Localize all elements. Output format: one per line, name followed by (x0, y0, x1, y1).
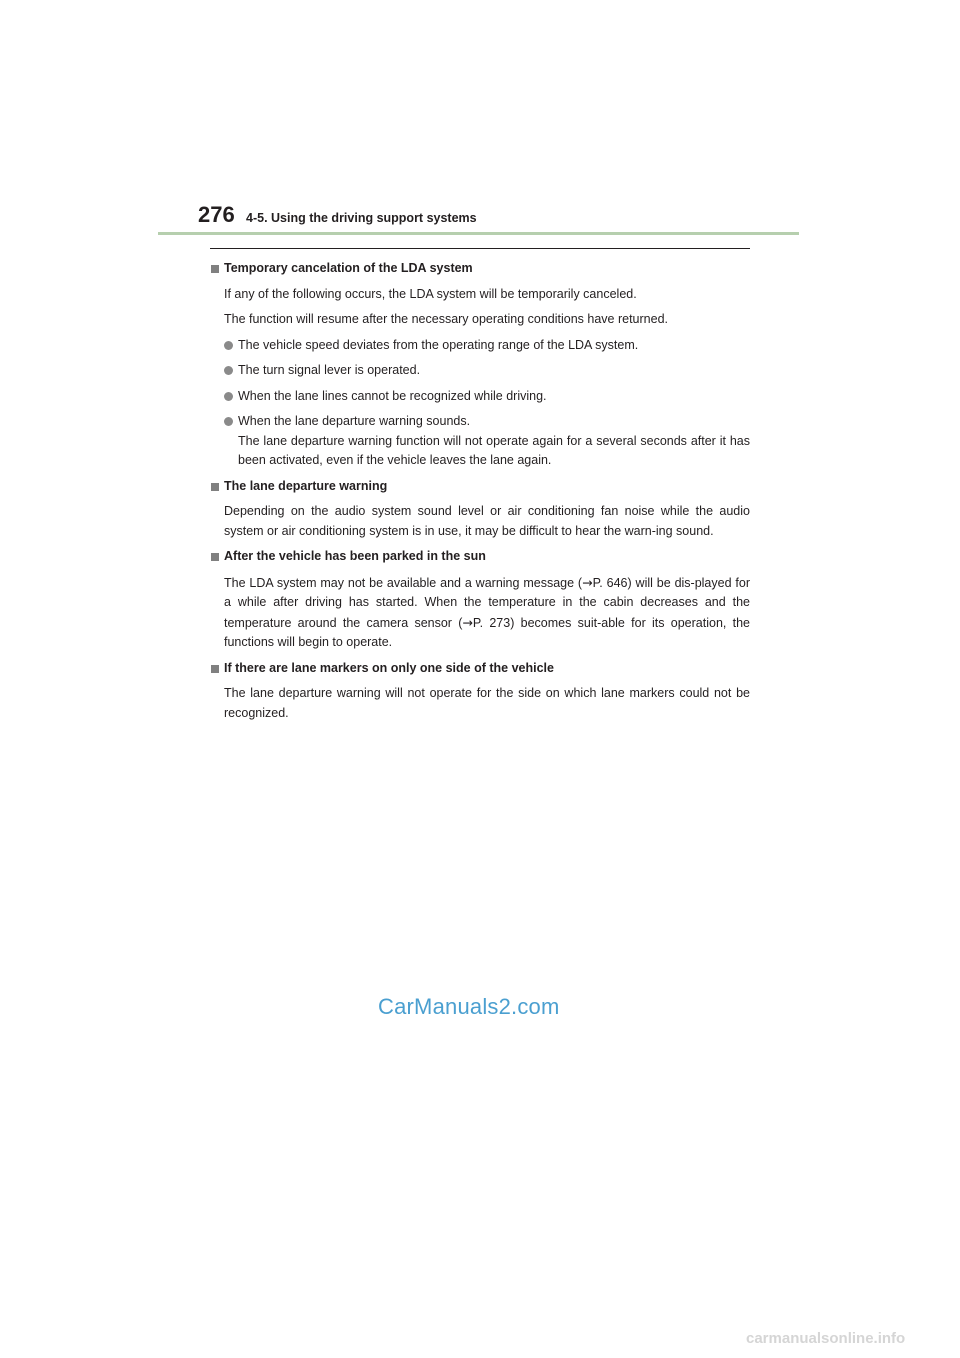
square-bullet-icon (211, 483, 219, 491)
page-reference-link[interactable]: P. 646 (592, 575, 628, 590)
list-item-text: The vehicle speed deviates from the operating range of the LDA system. (238, 337, 639, 352)
heading-text: The lane departure warning (224, 478, 388, 493)
round-bullet-icon (224, 341, 233, 350)
section-heading (210, 477, 750, 497)
heading-text: Temporary cancelation of the LDA system (224, 261, 473, 275)
section-heading (210, 547, 750, 567)
paragraph: The function will resume after the necessary operating conditions have returned. (224, 312, 668, 326)
text-run: The LDA system may not be available and a warning message ( (224, 575, 583, 590)
list-item (210, 361, 750, 381)
paragraph (210, 573, 750, 653)
square-bullet-icon (211, 553, 219, 561)
list-item (210, 336, 750, 356)
round-bullet-icon (224, 366, 233, 375)
heading-text: After the vehicle has been parked in the sun (224, 549, 486, 563)
list-item-text: When the lane lines cannot be recognized while driving. (238, 388, 547, 403)
section-temporary-cancelation (210, 259, 750, 471)
page-header (0, 0, 960, 240)
square-bullet-icon (211, 665, 219, 673)
paragraph: Depending on the audio system sound level or air conditioning fan noise while the audio system or air conditioning system is in use, it may be difficult to hear the warn-ing sound. (224, 504, 750, 538)
watermark-link[interactable]: CarManuals2.com (378, 994, 560, 1019)
arrow-right-icon: → (462, 614, 473, 630)
section-lane-departure-warning (210, 477, 750, 542)
heading-text: If there are lane markers on only one side of the vehicle (224, 660, 554, 675)
paragraph: The lane departure warning will not operate for the side on which lane markers could not be recognized. (224, 686, 750, 720)
paragraph: If any of the following occurs, the LDA system will be temporarily canceled. (224, 286, 637, 301)
text-run: ) will be dis-played for a while after driving has started. When the temperature in the cabin decreases and the temperature around the camera sensor ( (224, 575, 751, 630)
square-bullet-icon (211, 265, 219, 273)
section-heading (210, 659, 750, 679)
list-item (210, 387, 750, 407)
section-heading (210, 259, 750, 279)
header-rule (158, 232, 799, 235)
round-bullet-icon (224, 417, 233, 426)
list-item-note: The lane departure warning function will not operate again for a several seconds after it has been activated, even if the vehicle leaves the lane again. (238, 433, 750, 467)
text-run: ) becomes suit-able for its operation, the functions will begin to operate. (224, 615, 751, 649)
content-top-rule (210, 248, 750, 249)
round-bullet-icon (224, 392, 233, 401)
section-one-side-markers (210, 659, 750, 724)
list-item-text: The turn signal lever is operated. (238, 363, 421, 377)
section-parked-in-sun (210, 547, 750, 653)
page-number: 276 (198, 202, 235, 227)
footer-watermark: carmanualsonline.info (746, 1330, 906, 1347)
arrow-right-icon: → (582, 574, 593, 590)
section-title: 4-5. Using the driving support systems (246, 211, 477, 225)
page-reference-link[interactable]: P. 273 (472, 615, 511, 630)
list-item (210, 412, 750, 471)
list-item-text: When the lane departure warning sounds. (238, 414, 471, 428)
page-content (210, 259, 750, 729)
